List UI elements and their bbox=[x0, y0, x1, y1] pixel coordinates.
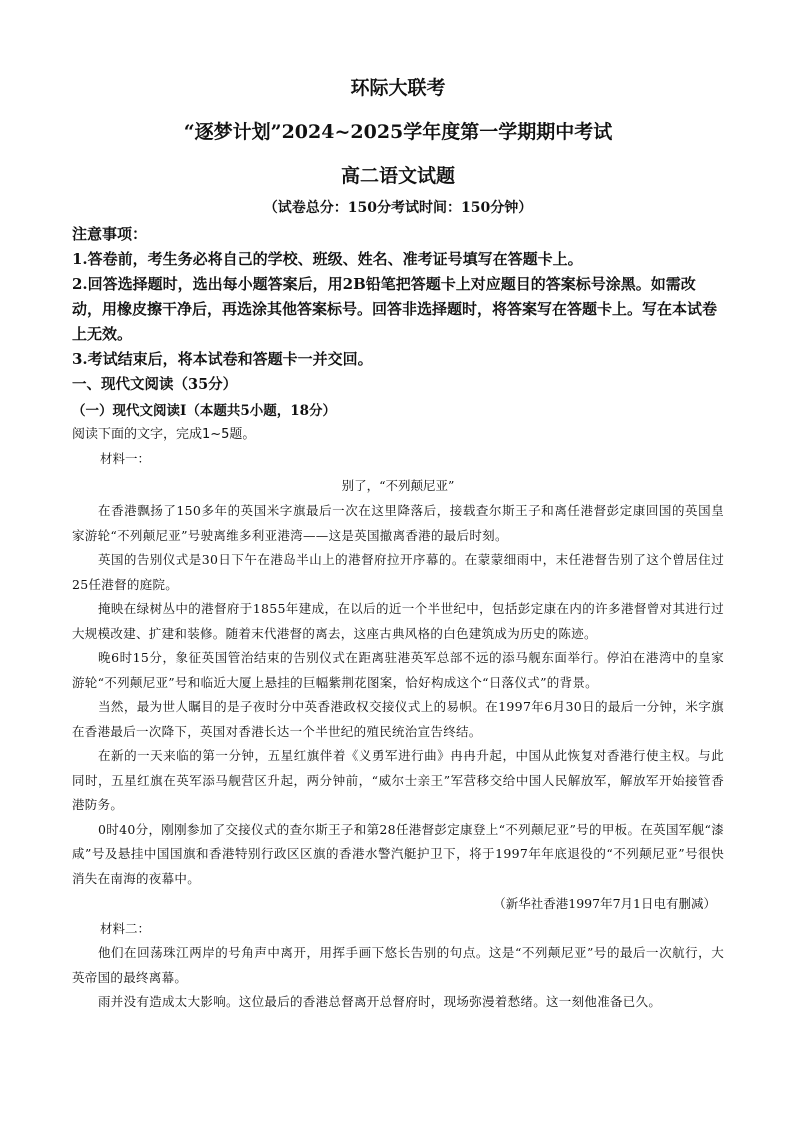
paragraph: 当然，最为世人瞩目的是子夜时分中英香港政权交接仪式上的易帜。在1997年6月30日的最后一分钟，米字旗在香港最后一次降下，英国对香港长达一个半世纪的殖民统治宣告终结。 bbox=[72, 699, 724, 739]
exam-meta: （试卷总分：150分考试时间：150分钟） bbox=[263, 200, 533, 216]
article-title: 别了，“不列颠尼亚” bbox=[341, 478, 455, 493]
article-source: （新华社香港1997年7月1日电有删减） bbox=[493, 896, 716, 911]
paragraph: 雨并没有造成太大影响。这位最后的香港总督离开总督府时，现场弥漫着愁绪。这一刻他准备已久。 bbox=[98, 994, 662, 1009]
notice-item-1: 1.答卷前，考生务必将自己的学校、班级、姓名、准考证号填写在答题卡上。 bbox=[72, 250, 583, 268]
exam-org: 环际大联考 bbox=[350, 77, 446, 99]
exam-title: “逐梦计划”2024~2025学年度第一学期期中考试 bbox=[183, 121, 613, 143]
exam-subject: 高二语文试题 bbox=[340, 165, 455, 187]
paragraph: 晚6时15分，象征英国管治结束的告别仪式在距离驻港英军总部不远的添马舰东面举行。停泊在港湾中的皇家游轮“不列颠尼亚”号和临近大厦上悬挂的巨幅紫荆花图案，恰好构成这个“日落仪式”的背景。 bbox=[72, 650, 724, 690]
part-title: （一）现代文阅读Ⅰ（本题共5小题，18分） bbox=[72, 403, 336, 419]
notice-heading: 注意事项： bbox=[72, 225, 148, 243]
paragraph: 0时40分，刚刚参加了交接仪式的查尔斯王子和第28任港督彭定康登上“不列颠尼亚”号的甲板。在英国军舰“漆咸”号及悬挂中国国旗和香港特别行政区区旗的香港水警汽艇护卫下，将于1997年年底退役的“不列颠尼亚”号很快消失在南海的夜幕中。 bbox=[72, 821, 724, 886]
material-1-label: 材料一： bbox=[100, 451, 151, 466]
paragraph: 他们在回荡珠江两岸的号角声中离开，用挥手画下悠长告别的句点。这是“不列颠尼亚”号的最后一次航行，大英帝国的最终离幕。 bbox=[72, 945, 724, 985]
paragraph: 在新的一天来临的第一分钟，五星红旗伴着《义勇军进行曲》冉冉升起，中国从此恢复对香港行使主权。与此同时，五星红旗在英军添马舰营区升起，两分钟前，“威尔士亲王”军营移交给中国人民解放军，解放军开始接管香港防务。 bbox=[72, 748, 724, 812]
paragraph: 在香港飘扬了150多年的英国米字旗最后一次在这里降落后，接载查尔斯王子和离任港督彭定康回国的英国皇家游轮“不列颠尼亚”号驶离维多利亚港湾——这是英国撤离香港的最后时刻。 bbox=[72, 503, 724, 543]
paragraph: 掩映在绿树丛中的港督府于1855年建成，在以后的近一个半世纪中，包括彭定康在内的许多港督曾对其进行过大规模改建、扩建和装修。随着末代港督的离去，这座古典风格的白色建筑成为历史的陈迹。 bbox=[72, 601, 724, 641]
material-2-label: 材料二： bbox=[100, 921, 151, 936]
notice-item-2: 2.回答选择题时，选出每小题答案后，用2B铅笔把答题卡上对应题目的答案标号涂黑。如需改动，用橡皮擦干净后，再选涂其他答案标号。回答非选择题时，将答案写在答题卡上。写在本试卷上无效。 bbox=[72, 275, 718, 343]
notice-item-3: 3.考试结束后，将本试卷和答题卡一并交回。 bbox=[72, 350, 373, 368]
reading-instruction: 阅读下面的文字，完成1~5题。 bbox=[72, 427, 256, 442]
paragraph: 英国的告别仪式是30日下午在港岛半山上的港督府拉开序幕的。在蒙蒙细雨中，末任港督告别了这个曾居住过25任港督的庭院。 bbox=[72, 552, 724, 592]
section-title: 一、现代文阅读（35分） bbox=[72, 376, 238, 393]
